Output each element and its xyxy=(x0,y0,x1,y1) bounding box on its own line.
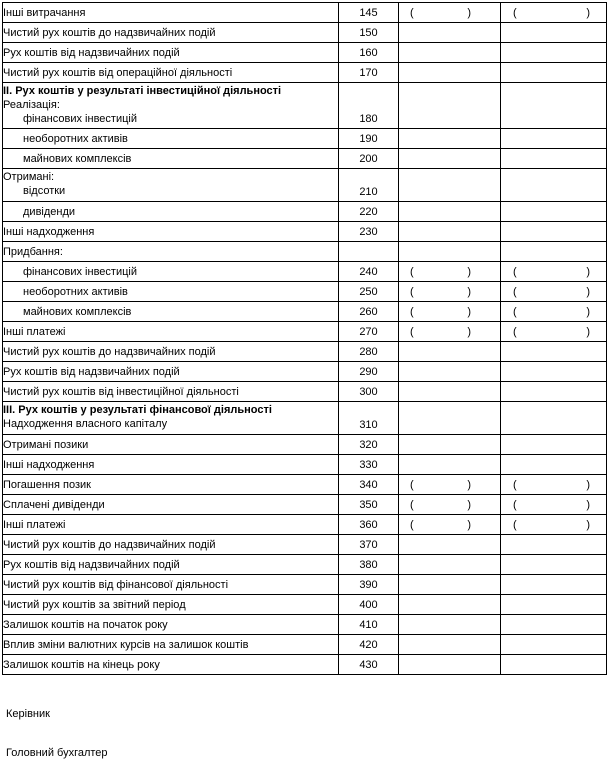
close-paren: ) xyxy=(467,6,471,19)
amount-cell-reporting-period xyxy=(399,222,501,242)
amount-cell-previous-period xyxy=(501,63,607,83)
row-label-cell xyxy=(3,475,339,495)
amount-cell-previous-period xyxy=(501,282,607,302)
amount-cell-previous-period xyxy=(501,655,607,675)
row-label-cell xyxy=(3,515,339,535)
signature-label-director: Керівник xyxy=(6,708,50,720)
row-code-cell: 380 xyxy=(339,555,399,575)
row-code-cell: 145 xyxy=(339,3,399,23)
amount-cell-reporting-period xyxy=(399,23,501,43)
section-header-label: III. Рух коштів у результаті фінансової діяльності xyxy=(3,404,272,416)
amount-cell-reporting-period xyxy=(399,575,501,595)
negative-amount-parens xyxy=(501,518,606,532)
amount-cell-reporting-period xyxy=(399,129,501,149)
negative-amount-parens xyxy=(399,265,500,279)
open-paren: ( xyxy=(513,285,517,298)
row-label: дивіденди xyxy=(23,205,76,218)
amount-cell-previous-period xyxy=(501,222,607,242)
row-label: Інші платежі xyxy=(3,518,66,531)
table-row xyxy=(3,149,607,169)
open-paren: ( xyxy=(513,6,517,19)
row-code-cell xyxy=(339,242,399,262)
table-row xyxy=(3,342,607,362)
row-code-cell: 200 xyxy=(339,149,399,169)
open-paren: ( xyxy=(410,305,414,318)
amount-cell-reporting-period xyxy=(399,342,501,362)
negative-amount-parens xyxy=(399,6,500,20)
amount-cell-reporting-period xyxy=(399,435,501,455)
close-paren: ) xyxy=(467,498,471,511)
close-paren: ) xyxy=(586,498,590,511)
row-label-cell xyxy=(3,342,339,362)
row-code-cell: 360 xyxy=(339,515,399,535)
close-paren: ) xyxy=(467,305,471,318)
row-label: фінансових інвестицій xyxy=(23,265,137,278)
amount-cell-reporting-period xyxy=(399,515,501,535)
row-label-cell xyxy=(3,169,339,202)
amount-cell-previous-period xyxy=(501,435,607,455)
row-label: Отримані: xyxy=(3,171,55,183)
row-label-cell xyxy=(3,83,339,129)
table-row xyxy=(3,435,607,455)
row-label-cell xyxy=(3,129,339,149)
table-row xyxy=(3,362,607,382)
amount-cell-reporting-period xyxy=(399,475,501,495)
row-code-cell: 400 xyxy=(339,595,399,615)
amount-cell-reporting-period xyxy=(399,202,501,222)
amount-cell-reporting-period xyxy=(399,455,501,475)
amount-cell-reporting-period xyxy=(399,83,501,129)
row-label: Залишок коштів на кінець року xyxy=(3,658,160,671)
negative-amount-parens xyxy=(501,498,606,512)
open-paren: ( xyxy=(513,265,517,278)
row-label-cell xyxy=(3,362,339,382)
close-paren: ) xyxy=(586,478,590,491)
amount-cell-previous-period xyxy=(501,202,607,222)
amount-cell-previous-period xyxy=(501,342,607,362)
amount-cell-previous-period xyxy=(501,635,607,655)
row-code-cell: 280 xyxy=(339,342,399,362)
negative-amount-parens xyxy=(501,265,606,279)
table-row xyxy=(3,23,607,43)
negative-amount-parens xyxy=(399,498,500,512)
negative-amount-parens xyxy=(501,6,606,20)
row-label: майнових комплексів xyxy=(23,305,132,318)
row-label: Отримані позики xyxy=(3,438,89,451)
amount-cell-previous-period xyxy=(501,455,607,475)
close-paren: ) xyxy=(586,285,590,298)
close-paren: ) xyxy=(467,265,471,278)
amount-cell-previous-period xyxy=(501,475,607,495)
table-row xyxy=(3,595,607,615)
row-label: необоротних активів xyxy=(23,285,128,298)
table-row xyxy=(3,382,607,402)
negative-amount-parens xyxy=(501,478,606,492)
table-row xyxy=(3,262,607,282)
table-row xyxy=(3,535,607,555)
amount-cell-previous-period xyxy=(501,535,607,555)
row-code-cell: 240 xyxy=(339,262,399,282)
row-code-cell: 180 xyxy=(339,83,399,129)
row-code-cell: 390 xyxy=(339,575,399,595)
row-label-cell xyxy=(3,222,339,242)
open-paren: ( xyxy=(513,518,517,531)
amount-cell-reporting-period xyxy=(399,635,501,655)
open-paren: ( xyxy=(513,478,517,491)
open-paren: ( xyxy=(410,6,414,19)
row-label-cell xyxy=(3,282,339,302)
row-label-cell xyxy=(3,595,339,615)
negative-amount-parens xyxy=(399,518,500,532)
row-label: Інші надходження xyxy=(3,458,95,471)
row-label-cell xyxy=(3,635,339,655)
table-row xyxy=(3,615,607,635)
row-label: Чистий рух коштів до надзвичайних подій xyxy=(3,345,216,358)
negative-amount-parens xyxy=(501,305,606,319)
row-label: Придбання: xyxy=(3,245,63,258)
row-code-cell: 290 xyxy=(339,362,399,382)
amount-cell-previous-period xyxy=(501,495,607,515)
row-label-cell xyxy=(3,555,339,575)
row-label-cell xyxy=(3,23,339,43)
row-label: Інші надходження xyxy=(3,225,95,238)
row-label-cell xyxy=(3,202,339,222)
row-label: Надходження власного капіталу xyxy=(3,418,168,430)
close-paren: ) xyxy=(467,285,471,298)
row-label-cell xyxy=(3,455,339,475)
close-paren: ) xyxy=(586,518,590,531)
table-row xyxy=(3,129,607,149)
row-code-cell: 150 xyxy=(339,23,399,43)
row-label: Рух коштів від надзвичайних подій xyxy=(3,365,180,378)
row-label: Рух коштів від надзвичайних подій xyxy=(3,46,180,59)
row-label: Чистий рух коштів від фінансової діяльності xyxy=(3,578,229,591)
table-row xyxy=(3,475,607,495)
row-label-cell xyxy=(3,495,339,515)
close-paren: ) xyxy=(586,325,590,338)
row-label: фінансових інвестицій xyxy=(23,113,137,125)
row-label: Чистий рух коштів до надзвичайних подій xyxy=(3,538,216,551)
row-label-cell xyxy=(3,535,339,555)
row-label: майнових комплексів xyxy=(23,152,132,165)
row-label: Інші платежі xyxy=(3,325,66,338)
row-label: Сплачені дивіденди xyxy=(3,498,105,511)
table-row xyxy=(3,169,607,202)
amount-cell-reporting-period xyxy=(399,655,501,675)
amount-cell-reporting-period xyxy=(399,322,501,342)
amount-cell-previous-period xyxy=(501,555,607,575)
amount-cell-previous-period xyxy=(501,149,607,169)
table-row xyxy=(3,322,607,342)
row-label-cell xyxy=(3,63,339,83)
amount-cell-reporting-period xyxy=(399,595,501,615)
row-label: відсотки xyxy=(23,185,66,197)
row-label: Вплив зміни валютних курсів на залишок коштів xyxy=(3,638,249,651)
table-row xyxy=(3,222,607,242)
amount-cell-previous-period xyxy=(501,575,607,595)
amount-cell-reporting-period xyxy=(399,3,501,23)
row-code-cell: 190 xyxy=(339,129,399,149)
row-label: Залишок коштів на початок року xyxy=(3,618,168,631)
row-code-cell: 220 xyxy=(339,202,399,222)
amount-cell-reporting-period xyxy=(399,169,501,202)
amount-cell-previous-period xyxy=(501,302,607,322)
table-row xyxy=(3,242,607,262)
open-paren: ( xyxy=(410,478,414,491)
row-code-cell: 330 xyxy=(339,455,399,475)
row-code-cell: 260 xyxy=(339,302,399,322)
row-code-cell: 320 xyxy=(339,435,399,455)
close-paren: ) xyxy=(467,478,471,491)
amount-cell-reporting-period xyxy=(399,282,501,302)
amount-cell-previous-period xyxy=(501,129,607,149)
row-label-cell xyxy=(3,615,339,635)
row-label: Чистий рух коштів за звітний період xyxy=(3,598,186,611)
amount-cell-reporting-period xyxy=(399,495,501,515)
negative-amount-parens xyxy=(501,285,606,299)
table-row xyxy=(3,63,607,83)
row-code-cell: 210 xyxy=(339,169,399,202)
amount-cell-reporting-period xyxy=(399,43,501,63)
close-paren: ) xyxy=(467,518,471,531)
row-label-cell xyxy=(3,242,339,262)
row-code-cell: 420 xyxy=(339,635,399,655)
row-label: Інші витрачання xyxy=(3,6,86,19)
open-paren: ( xyxy=(513,305,517,318)
table-row xyxy=(3,302,607,322)
table-row xyxy=(3,555,607,575)
close-paren: ) xyxy=(586,6,590,19)
amount-cell-previous-period xyxy=(501,3,607,23)
open-paren: ( xyxy=(410,498,414,511)
row-code-cell: 310 xyxy=(339,402,399,435)
row-code-cell: 300 xyxy=(339,382,399,402)
amount-cell-previous-period xyxy=(501,242,607,262)
amount-cell-previous-period xyxy=(501,83,607,129)
row-label-cell xyxy=(3,655,339,675)
row-code-cell: 270 xyxy=(339,322,399,342)
amount-cell-reporting-period xyxy=(399,149,501,169)
table-row xyxy=(3,202,607,222)
row-label-cell xyxy=(3,262,339,282)
row-label: Рух коштів від надзвичайних подій xyxy=(3,558,180,571)
row-code-cell: 250 xyxy=(339,282,399,302)
signature-label-chief-accountant: Головний бухгалтер xyxy=(6,747,108,759)
amount-cell-previous-period xyxy=(501,615,607,635)
amount-cell-reporting-period xyxy=(399,382,501,402)
table-row xyxy=(3,3,607,23)
row-code-cell: 410 xyxy=(339,615,399,635)
amount-cell-previous-period xyxy=(501,382,607,402)
row-code-cell: 230 xyxy=(339,222,399,242)
table-row xyxy=(3,43,607,63)
row-label: Чистий рух коштів до надзвичайних подій xyxy=(3,26,216,39)
cashflow-table-body xyxy=(3,3,607,675)
row-code-cell: 160 xyxy=(339,43,399,63)
row-label-cell xyxy=(3,302,339,322)
amount-cell-reporting-period xyxy=(399,615,501,635)
amount-cell-previous-period xyxy=(501,262,607,282)
open-paren: ( xyxy=(410,265,414,278)
table-row xyxy=(3,515,607,535)
row-label-cell xyxy=(3,435,339,455)
cashflow-table xyxy=(2,2,607,675)
open-paren: ( xyxy=(410,325,414,338)
close-paren: ) xyxy=(586,265,590,278)
amount-cell-reporting-period xyxy=(399,63,501,83)
table-row xyxy=(3,575,607,595)
amount-cell-previous-period xyxy=(501,169,607,202)
amount-cell-previous-period xyxy=(501,515,607,535)
amount-cell-previous-period xyxy=(501,595,607,615)
open-paren: ( xyxy=(513,498,517,511)
section-header-label: II. Рух коштів у результаті інвестиційної діяльності xyxy=(3,85,282,97)
row-label-cell xyxy=(3,3,339,23)
open-paren: ( xyxy=(410,285,414,298)
amount-cell-previous-period xyxy=(501,23,607,43)
close-paren: ) xyxy=(467,325,471,338)
table-row xyxy=(3,495,607,515)
row-label-cell xyxy=(3,43,339,63)
open-paren: ( xyxy=(513,325,517,338)
negative-amount-parens xyxy=(399,285,500,299)
row-label: Реалізація: xyxy=(3,99,60,111)
table-row xyxy=(3,455,607,475)
amount-cell-previous-period xyxy=(501,322,607,342)
amount-cell-previous-period xyxy=(501,43,607,63)
amount-cell-reporting-period xyxy=(399,362,501,382)
amount-cell-reporting-period xyxy=(399,535,501,555)
row-label: Погашення позик xyxy=(3,478,91,491)
amount-cell-reporting-period xyxy=(399,242,501,262)
negative-amount-parens xyxy=(399,325,500,339)
row-code-cell: 350 xyxy=(339,495,399,515)
row-label-cell xyxy=(3,402,339,435)
table-row xyxy=(3,402,607,435)
row-code-cell: 340 xyxy=(339,475,399,495)
table-row xyxy=(3,83,607,129)
row-label: Чистий рух коштів від операційної діяльності xyxy=(3,66,233,79)
row-code-cell: 170 xyxy=(339,63,399,83)
row-label-cell xyxy=(3,382,339,402)
row-label-cell xyxy=(3,575,339,595)
row-label: необоротних активів xyxy=(23,132,128,145)
amount-cell-reporting-period xyxy=(399,262,501,282)
amount-cell-reporting-period xyxy=(399,555,501,575)
row-code-cell: 370 xyxy=(339,535,399,555)
negative-amount-parens xyxy=(501,325,606,339)
table-row xyxy=(3,282,607,302)
row-label: Чистий рух коштів від інвестиційної діяльності xyxy=(3,385,239,398)
amount-cell-previous-period xyxy=(501,362,607,382)
open-paren: ( xyxy=(410,518,414,531)
row-label-cell xyxy=(3,149,339,169)
negative-amount-parens xyxy=(399,478,500,492)
row-code-cell: 430 xyxy=(339,655,399,675)
close-paren: ) xyxy=(586,305,590,318)
amount-cell-previous-period xyxy=(501,402,607,435)
negative-amount-parens xyxy=(399,305,500,319)
row-label-cell xyxy=(3,322,339,342)
amount-cell-reporting-period xyxy=(399,402,501,435)
table-row xyxy=(3,655,607,675)
amount-cell-reporting-period xyxy=(399,302,501,322)
table-row xyxy=(3,635,607,655)
